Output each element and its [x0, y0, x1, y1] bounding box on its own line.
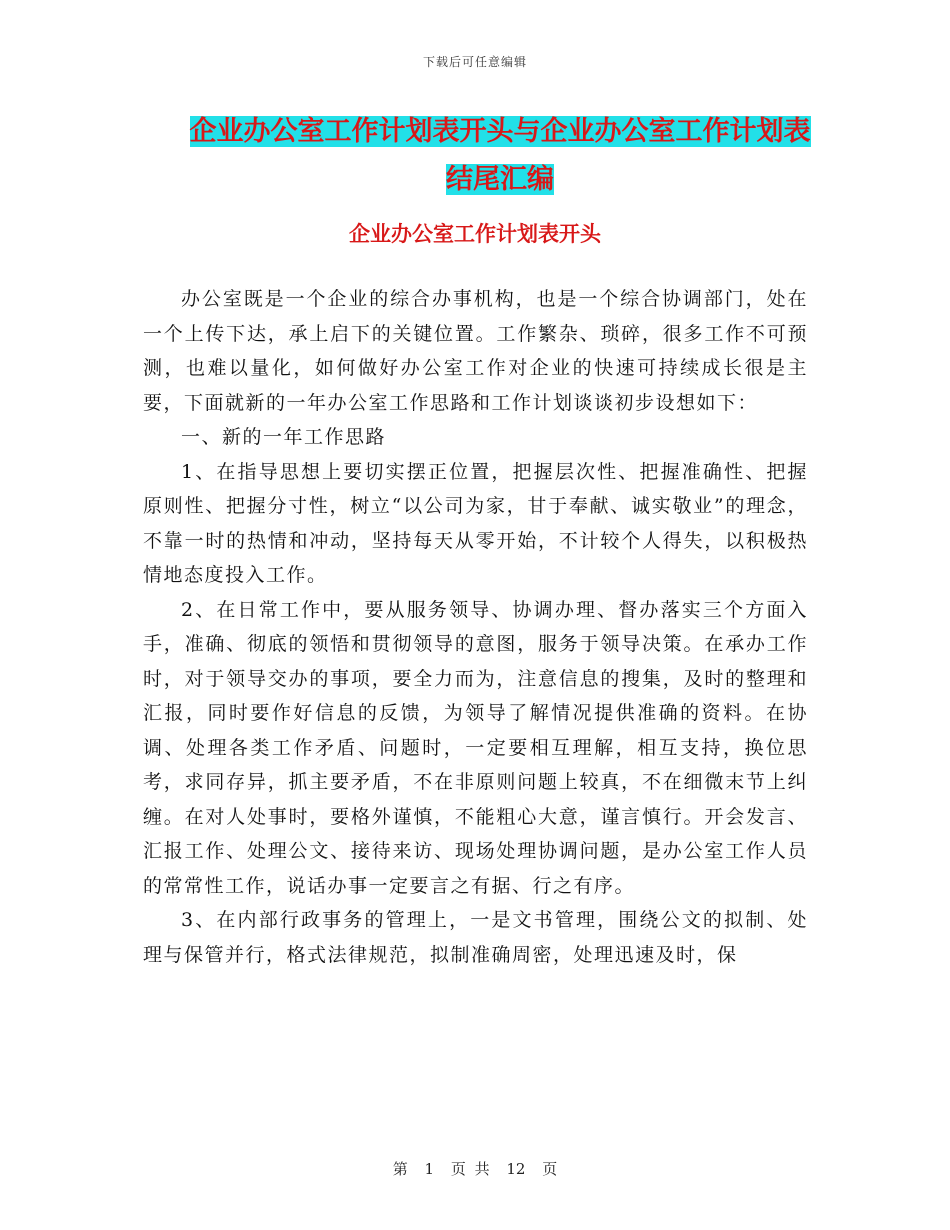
- page-label-suffix: 页: [542, 1160, 558, 1178]
- body-text: [143, 282, 808, 972]
- page-footer: [0, 1158, 950, 1179]
- paragraph-intro: 办公室既是一个企业的综合办事机构，也是一个综合协调部门，处在一个上传下达，承上启下的关键位置。工作繁杂、琐碎，很多工作不可预测，也难以量化，如何做好办公室工作对企业的快速可持续成长很是主要，下面就新的一年办公室工作思路和工作计划谈谈初步设想如下：: [143, 288, 808, 414]
- document-title: [150, 108, 850, 204]
- paragraph-item-2: 2、在日常工作中，要从服务领导、协调办理、督办落实三个方面入手，准确、彻底的领悟和贯彻领导的意图，服务于领导决策。在承办工作时，对于领导交办的事项，要全力而为，注意信息的搜集，及时的整理和汇报，同时要作好信息的反馈，为领导了解情况提供准确的资料。在协调、处理各类工作矛盾、问题时，一定要相互理解，相互支持，换位思考，求同存异，抓主要矛盾，不在非原则问题上较真，不在细微末节上纠缠。在对人处事时，要格外谨慎，不能粗心大意，谨言慎行。开会发言、汇报工作、处理公文、接待来访、现场处理协调问题，是办公室工作人员的常常性工作，说话办事一定要言之有据、行之有序。: [143, 598, 808, 897]
- page-label-mid: 页 共: [450, 1160, 490, 1178]
- header-note: 下载后可任意编辑: [422, 55, 527, 69]
- page-number: 1: [424, 1160, 435, 1178]
- section-title: 企业办公室工作计划表开头: [349, 222, 601, 246]
- document-title-line-2: 结尾汇编: [446, 164, 554, 195]
- page-label-prefix: 第: [392, 1160, 408, 1178]
- document-title-line-1: 企业办公室工作计划表开头与企业办公室工作计划表: [189, 116, 811, 147]
- paragraph-item-3: 3、在内部行政事务的管理上，一是文书管理，围绕公文的拟制、处理与保管并行，格式法律规范，拟制准确周密，处理迅速及时，保: [143, 909, 808, 966]
- paragraph-item-1: 1、在指导思想上要切实摆正位置，把握层次性、把握准确性、把握原则性、把握分寸性，树立“以公司为家，甘于奉献、诚实敬业”的理念，不靠一时的热情和冲动，坚持每天从零开始，不计较个人得失，以积极热情地态度投入工作。: [143, 460, 808, 586]
- paragraph-heading-1: 一、新的一年工作思路: [181, 426, 387, 448]
- total-pages: 12: [506, 1160, 526, 1178]
